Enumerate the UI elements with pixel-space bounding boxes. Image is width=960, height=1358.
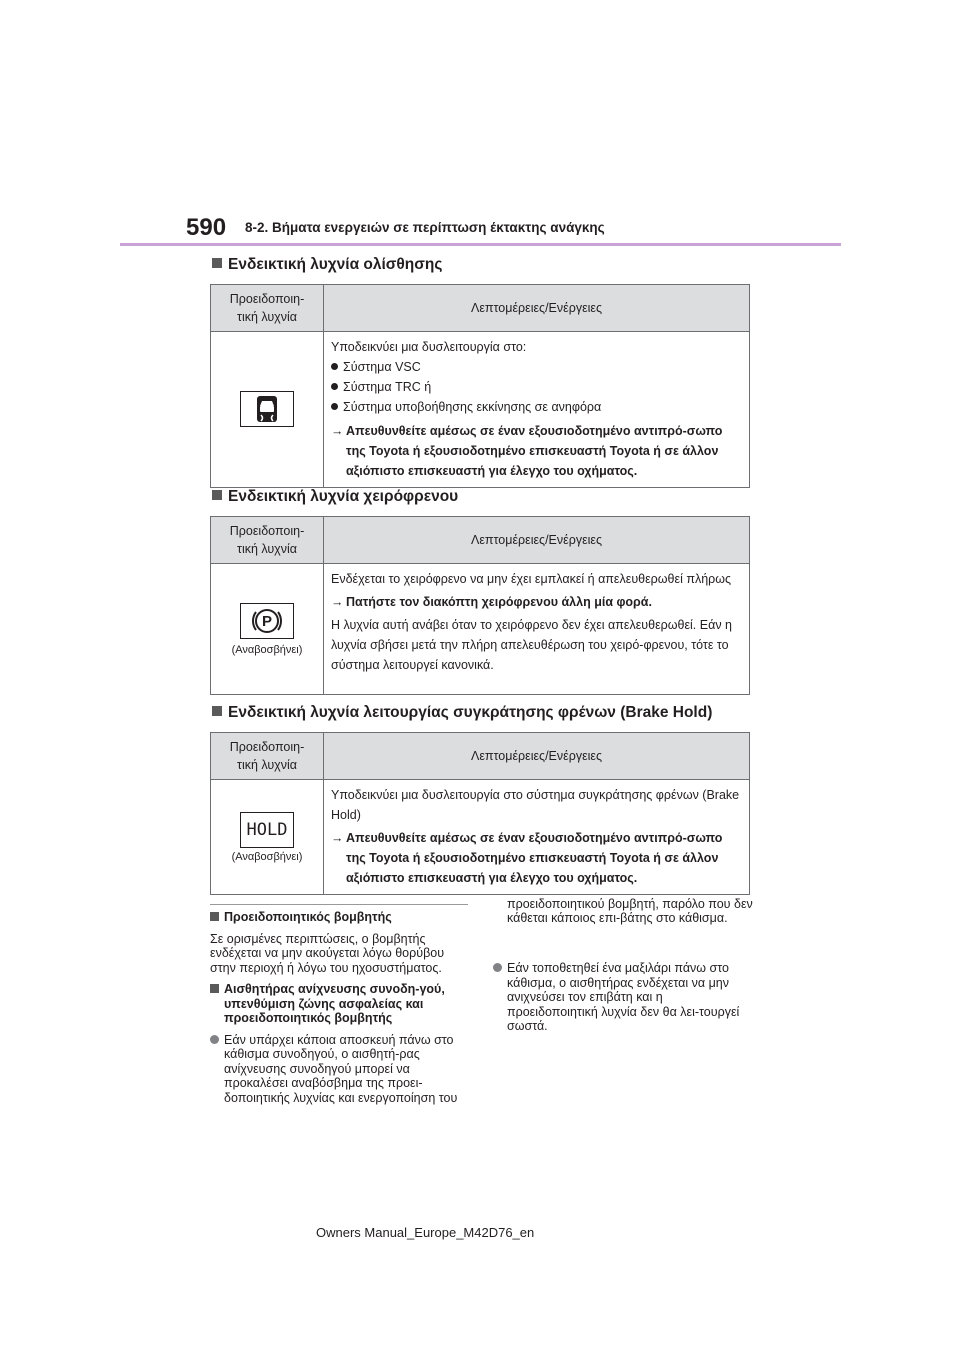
action-text: → Απευθυνθείτε αμέσως σε έναν εξουσιοδοτημένο αντιπρό-σωπο της Toyota ή εξουσιοδοτημένο επισκευαστή Toyota ή σε άλλον αξιόπιστο επισκευαστή για έλεγχο του οχήματος.: [331, 424, 723, 478]
bullet-item: Σύστημα VSC: [331, 357, 741, 377]
svg-text:P: P: [261, 612, 273, 630]
note-bullet-sensor-1: Εάν υπάρχει κάποια αποσκευή πάνω στο κάθισμα συνοδηγού, ο αισθητή-ρας ανίχνευσης συνοδηγού μπορεί να προκαλέσει αναβόσβημα της προει-δοποιητικής λυχνίας και ενεργοποίηση του: [210, 1033, 470, 1105]
col-header-light: Προειδοποιη- τική λυχνία: [211, 285, 324, 332]
page-number: 590: [186, 214, 227, 241]
note-bullet-sensor-1-continued: [493, 896, 753, 954]
details-cell: [324, 564, 750, 695]
parking-brake-icon: [240, 603, 294, 639]
col-header-light: Προειδοποιη- τική λυχνία: [211, 517, 324, 564]
icon-cell: [211, 564, 324, 695]
details-cell: [324, 332, 750, 488]
section-title-parking: [212, 488, 458, 506]
header-rule: [120, 243, 841, 246]
action-label: Πατήστε τον διακόπτη χειρόφρενου άλλη μία φορά.: [346, 595, 652, 609]
notes-left-column: [210, 910, 470, 1112]
skid-car-icon: [240, 391, 294, 427]
hold-icon: HOLD: [240, 812, 294, 848]
details-after: Η λυχνία αυτή ανάβει όταν το χειρόφρενο δεν έχει απελευθερωθεί. Εάν η λυχνία σβήσει μετά την πλήρη απελευθέρωση του χειρό-φρενου, τότε το σύστημα λειτουργεί κανονικά.: [331, 618, 732, 672]
warning-table-skid: [210, 284, 750, 488]
note-continuation-text: προειδοποιητικού βομβητή, παρόλο που δεν κάθεται κάποιος επι-βάτης στο κάθισμα.: [507, 896, 753, 925]
note-title-buzzer: Προειδοποιητικός βομβητής: [210, 910, 470, 925]
icon-caption: (Αναβοσβήνει): [231, 643, 303, 656]
details-intro: Υποδεικνύει μια δυσλειτουργία στο:: [331, 340, 527, 354]
section-title-text: Ενδεικτική λυχνία λειτουργίας συγκράτησης φρένων (Brake Hold): [228, 704, 713, 721]
bullet-item: Σύστημα TRC ή: [331, 377, 741, 397]
section-title-text: Ενδεικτική λυχνία ολίσθησης: [228, 256, 443, 273]
action-text: → Απευθυνθείτε αμέσως σε έναν εξουσιοδοτημένο αντιπρό-σωπο της Toyota ή εξουσιοδοτημένο επισκευαστή Toyota ή σε άλλον αξιόπιστο επισκευαστή για έλεγχο του οχήματος.: [331, 831, 723, 885]
note-text-buzzer: Σε ορισμένες περιπτώσεις, ο βομβητής ενδέχεται να μην ακούγεται λόγω θορύβου στην περιοχή ή λόγω του ηχοσυστήματος.: [210, 931, 445, 975]
section-title-skid: [212, 256, 442, 274]
note-title-sensor: Αισθητήρας ανίχνευσης συνοδη-γού, υπενθύμιση ζώνης ασφαλείας και προειδοποιητικός βομβητής: [210, 982, 470, 1026]
action-label: Απευθυνθείτε αμέσως σε έναν εξουσιοδοτημένο αντιπρό-σωπο της Toyota ή εξουσιοδοτημένο επισκευαστή Toyota ή σε άλλον αξιόπιστο επισκευαστή για έλεγχο του οχήματος.: [346, 831, 723, 885]
details-cell: [324, 780, 750, 895]
chapter-title: 8-2. Βήματα ενεργειών σε περίπτωση έκτακτης ανάγκης: [245, 220, 605, 235]
icon-caption: (Αναβοσβήνει): [231, 850, 303, 863]
warning-table-parking: [210, 516, 750, 695]
icon-cell: [211, 332, 324, 488]
bullet-item: Σύστημα υποβοήθησης εκκίνησης σε ανηφόρα: [331, 397, 741, 417]
section-title-text: Ενδεικτική λυχνία χειρόφρενου: [228, 488, 459, 505]
details-intro: Υποδεικνύει μια δυσλειτουργία στο σύστημα συγκράτησης φρένων (Brake Hold): [331, 788, 740, 822]
section-title-brake-hold: [212, 704, 712, 722]
note-bullet-sensor-2: Εάν τοποθετηθεί ένα μαξιλάρι πάνω στο κάθισμα, ο αισθητήρας ενδέχεται να μην ανιχνεύσει τον επιβάτη και η προειδοποιητική λυχνία δεν θα λει-τουργεί σωστά.: [493, 961, 753, 1034]
details-intro: Ενδέχεται το χειρόφρενο να μην έχει εμπλακεί ή απελευθερωθεί πλήρως: [331, 572, 732, 586]
col-header-details: Λεπτομέρειες/Ενέργειες: [324, 517, 750, 564]
action-text: → Πατήστε τον διακόπτη χειρόφρενου άλλη μία φορά.: [331, 595, 652, 609]
icon-cell: [211, 780, 324, 895]
footer-text: Owners Manual_Europe_M42D76_en: [316, 1225, 535, 1240]
col-header-light: Προειδοποιη- τική λυχνία: [211, 733, 324, 780]
notes-divider: [210, 904, 468, 905]
notes-right-column: [493, 896, 753, 1041]
col-header-details: Λεπτομέρειες/Ενέργειες: [324, 285, 750, 332]
warning-table-brake-hold: [210, 732, 750, 895]
col-header-details: Λεπτομέρειες/Ενέργειες: [324, 733, 750, 780]
action-label: Απευθυνθείτε αμέσως σε έναν εξουσιοδοτημένο αντιπρό-σωπο της Toyota ή εξουσιοδοτημένο επισκευαστή Toyota ή σε άλλον αξιόπιστο επισκευαστή για έλεγχο του οχήματος.: [346, 424, 723, 478]
